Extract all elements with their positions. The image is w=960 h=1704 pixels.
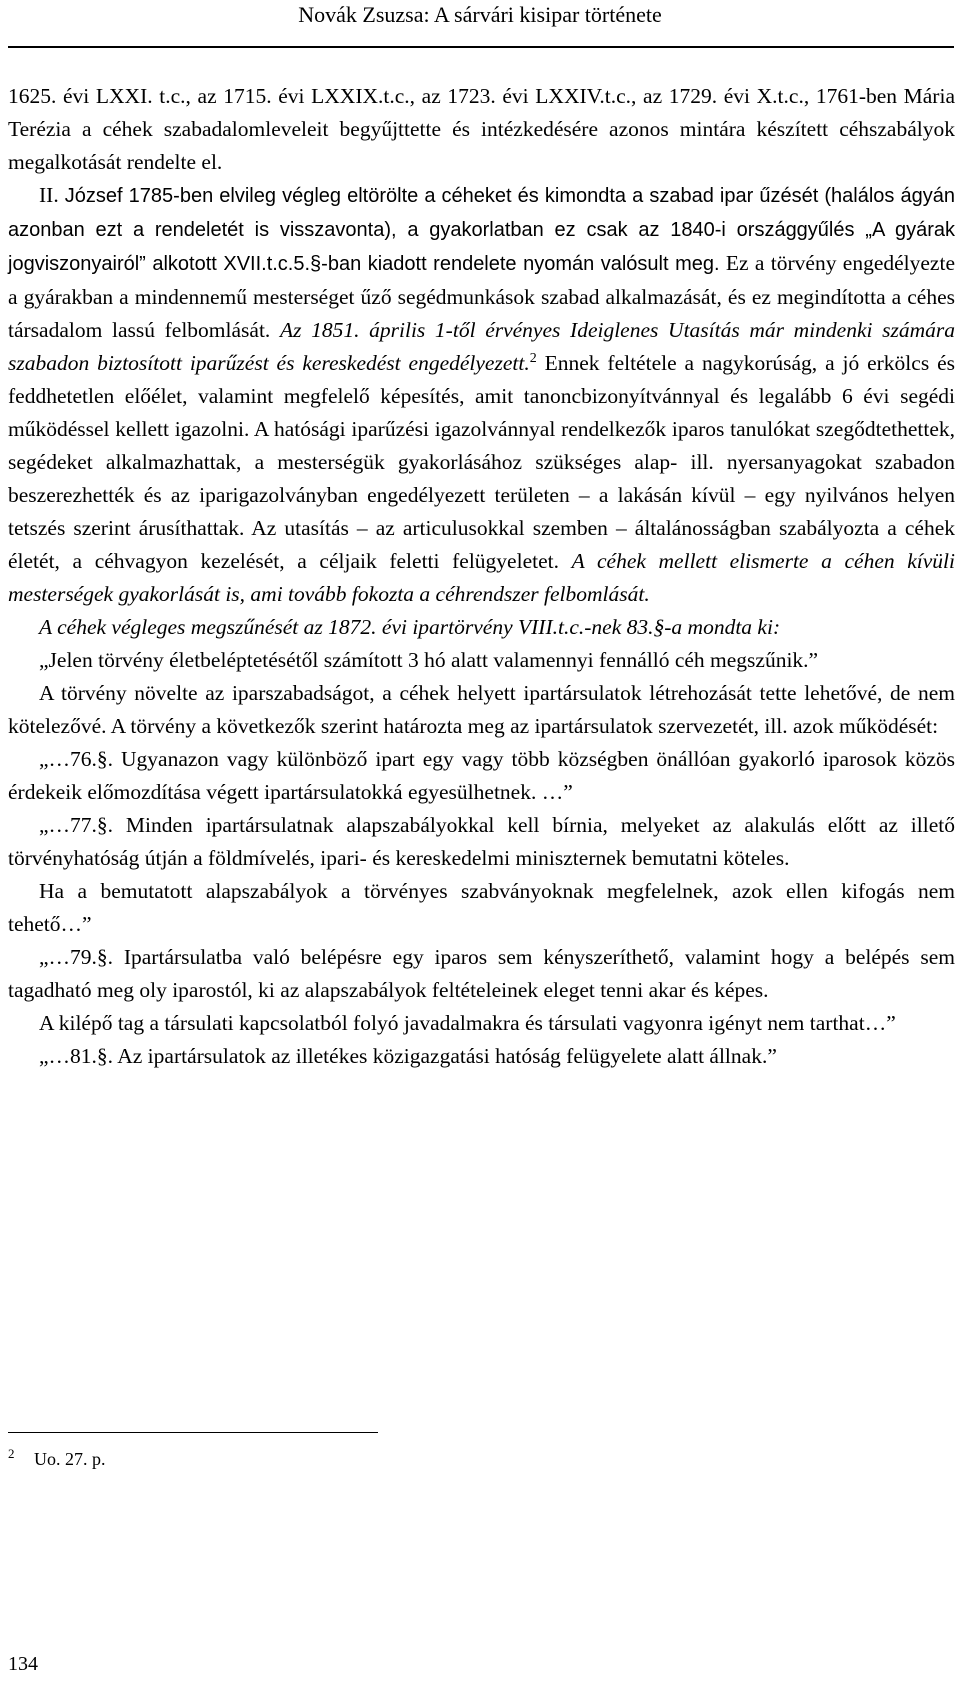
footnote-divider bbox=[8, 1432, 378, 1433]
paragraph-2-continued: Ennek feltétele a nagykorúság, a jó erkölcs és feddhetetlen előélet, valamint megfelelő képesítés, amit tanoncbizonyítvánnyal és legalább 6 évi segédi működéssel kellett igazolni. A hatósági iparűzési igazolvánnyal rendelkezők iparos tanulókat szegődtethettek, segédeket alkalmazhattak, a mesterségük gyakorlásához szükséges alap- ill. nyersanyagokat szabadon beszerezhették és az iparigazolványban engedélyezett területen – a lakásán kívül – egy nyilvános helyen tetszés szerint árusíthattak. Az utasítás – az articulusokkal szemben – általánosságban szabályozta a céhek életét, a céhvagyon kezelését, a céljaik feletti felügyeletet. bbox=[8, 351, 955, 573]
paragraph-2-sans-segment: József 1785-ben elvileg végleg eltörölte a céheket és kimondta a szabad ipar űzését (halálos ágyán azonban ezt a rendeletét is visszavonta), a gyakorlatban ez csak az 1840-i országgyűlés „A gyárak jogviszonyairól” alkotott XVII.t.c.5.§-ban kiadott rendelete nyomán valósult meg. bbox=[8, 185, 955, 275]
paragraph-2-italic-end: A céhek mellett elismerte a céhen kívüli mesterségek gyakorlását is, ami tovább fokozta a céhrendszer felbomlását. bbox=[8, 549, 955, 606]
paragraph-2-start: II. bbox=[39, 183, 59, 207]
paragraph-2-middle: Ez a törvény engedélyezte a gyárakban a mindennemű mesterséget űző segédmunkások szabad alkalmazását, és ez megindította a céhes társadalom lassú felbomlását. bbox=[8, 251, 955, 342]
page-number: 134 bbox=[8, 1653, 38, 1675]
quote-77-continued: Ha a bemutatott alapszabályok a törvényes szabványoknak megfelelnek, azok ellen kifogás nem tehető…” bbox=[8, 879, 955, 936]
paragraph-2-italic: Az 1851. április 1-től érvényes Ideiglenes Utasítás már mindenki számára szabadon biztosított iparűzést és kereskedést engedélyezett. bbox=[8, 318, 955, 375]
quote-76: „…76.§. Ugyanazon vagy különböző ipart egy vagy több községben önállóan gyakorló iparosok közös érdekeik előmozdítása végett ipartársulatokká egyesülhetnek. …” bbox=[8, 747, 955, 804]
quote-77: „…77.§. Minden ipartársulatnak alapszabályokkal kell bírnia, melyeket az alakulás előtt az illető törvényhatóság útján a földmívelés, ipari- és kereskedelmi miniszternek bemutatni köteles. bbox=[8, 813, 955, 870]
quote-1: „Jelen törvény életbeléptetésétől számított 3 hó alatt valamennyi fennálló céh megszűnik.” bbox=[39, 648, 819, 672]
footnote bbox=[8, 1446, 106, 1472]
paragraph-1: 1625. évi LXXI. t.c., az 1715. évi LXXIX.t.c., az 1723. évi LXXIV.t.c., az 1729. évi X.t.c., 1761-ben Mária Terézia a céhek szabadalomleveleit begyűjttette és intézkedésére azonos mintára készített céhszabályok megalkotását rendelte el. bbox=[8, 84, 955, 174]
footnote-text: Uo. 27. p. bbox=[34, 1449, 106, 1469]
quote-79: „…79.§. Ipartársulatba való belépésre egy iparos sem kényszeríthető, valamint hogy a belépés sem tagadható meg oly iparostól, ki az alapszabályok feltételeinek eleget tenni akar és képes. bbox=[8, 945, 955, 1002]
footnote-mark: 2 bbox=[8, 1446, 15, 1461]
quote-81: „…81.§. Az ipartársulatok az illetékes közigazgatási hatóság felügyelete alatt állnak.” bbox=[39, 1044, 777, 1068]
running-header: Novák Zsuzsa: A sárvári kisipar története bbox=[298, 2, 662, 27]
quote-79-continued: A kilépő tag a társulati kapcsolatból folyó javadalmakra és társulati vagyonra igényt nem tarthat…” bbox=[39, 1011, 896, 1035]
paragraph-3: A céhek végleges megszűnését az 1872. évi ipartörvény VIII.t.c.-nek 83.§-a mondta ki: bbox=[39, 615, 781, 639]
footnote-reference[interactable]: 2 bbox=[529, 350, 537, 366]
header-divider bbox=[8, 46, 954, 48]
paragraph-2 bbox=[8, 179, 955, 611]
page-body bbox=[8, 80, 955, 1073]
paragraph-4: A törvény növelte az iparszabadságot, a céhek helyett ipartársulatok létrehozását tette lehetővé, de nem kötelezővé. A törvény a következők szerint határozta meg az ipartársulatok szervezetét, ill. azok működését: bbox=[8, 681, 955, 738]
